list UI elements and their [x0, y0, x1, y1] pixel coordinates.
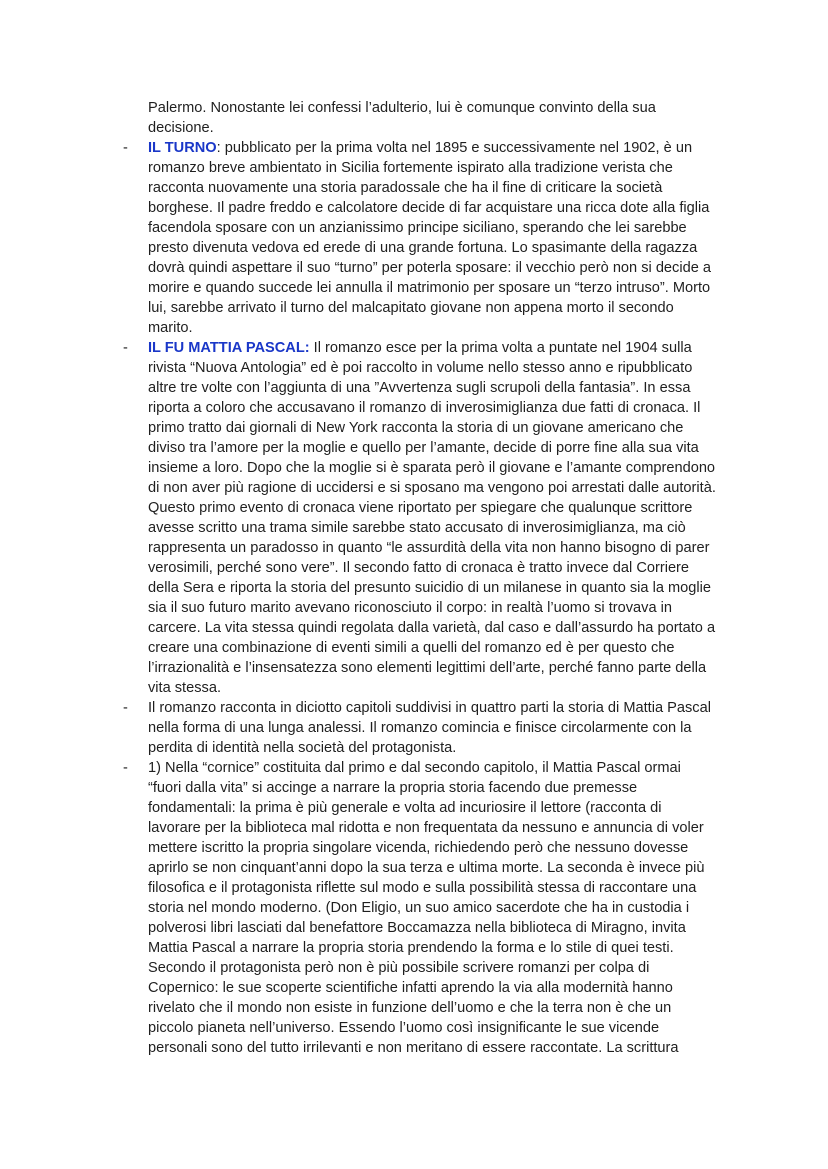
bullet-dash: - — [123, 760, 128, 776]
bullet-dash: - — [123, 340, 128, 356]
section-title-il-turno: IL TURNO — [148, 140, 217, 156]
list-item — [118, 758, 718, 1058]
bullet-dash: - — [123, 140, 128, 156]
list-item-text: Il romanzo esce per la prima volta a puntate nel 1904 sulla rivista “Nuova Antologia” ed è poi raccolto in volume nello stesso anno e ripubblicato altre tre volte con l’aggiunta di una ”Avvertenza sugli scrupoli della fantasia”. In essa riporta a coloro che accusavano il romanzo di inverosimiglianza due fatti di cronaca. Il primo tratto dai giornali di New York racconta la storia di un giovane americano che diviso tra l’amore per la moglie e quello per l’amante, decide di porre fine alla sua vita insieme a loro. Dopo che la moglie si è sparata però il giovane e l’amante comprendono di non aver più ragione di uccidersi e si sposano ma vengono poi arrestati dalle autorità. Questo primo evento di cronaca viene riportato per spiegare che qualunque scrittore avesse scritto una trama simile sarebbe stato accusato di inverosimiglianza, ma ciò rappresenta un paradosso in quanto “le assurdità della vita non hanno bisogno di parer verosimili, perché sono vere”. Il secondo fatto di cronaca è tratto invece dal Corriere della Sera e riporta la storia del presunto suicidio di un milanese in quanto sia la moglie sia il suo futuro marito avevano riconosciuto il corpo: in realtà l’uomo si trovava in carcere. La vita stessa quindi regolata dalla varietà, dal caso e dall’assurdo ha portato a creare una combinazione di eventi simili a quelli del romanzo ed è per questo che l’irrazionalità e l’insensatezza sono elementi legittimi dell’arte, perché fanno parte della vita stessa. — [148, 340, 716, 696]
section-title-il-fu-mattia-pascal: IL FU MATTIA PASCAL: — [148, 340, 310, 356]
list-item-text: : pubblicato per la prima volta nel 1895 e successivamente nel 1902, è un romanzo breve ambientato in Sicilia fortemente ispirato alla tradizione verista che racconta nuovamente una storia paradossale che ha il fine di criticare la società borghese. Il padre freddo e calcolatore decide di far acquistare una ricca dote alla figlia facendola sposare con un anzianissimo principe siciliano, sperando che lei sarebbe presto divenuta vedova ed erede di una grande fortuna. Lo spasimante della ragazza dovrà quindi aspettare il suo “turno” per poterla sposare: il vecchio però non si decide a morire e quando succede lei annulla il matrimonio per sposare un “terzo intruso”. Morto lui, sarebbe arrivato il turno del malcapitato giovane non appena morto il secondo marito. — [148, 140, 711, 336]
list-item-text: Il romanzo racconta in diciotto capitoli suddivisi in quattro parti la storia di Mattia Pascal nella forma di una lunga analessi. Il romanzo comincia e finisce circolarmente con la perdita di identità nella società del protagonista. — [148, 700, 711, 756]
intro-paragraph: Palermo. Nonostante lei confessi l’adulterio, lui è comunque convinto della sua decisione. — [148, 100, 656, 136]
bullet-dash: - — [123, 700, 128, 716]
list-item-text: 1) Nella “cornice” costituita dal primo e dal secondo capitolo, il Mattia Pascal ormai “fuori dalla vita” si accinge a narrare la propria storia facendo due premesse fondamentali: la prima è più generale e volta ad incuriosire il lettore (racconta di lavorare per la biblioteca mal ridotta e non frequentata da nessuno e annuncia di voler mettere iscritto la propria singolare vicenda, richiedendo però che nessuno dovesse aprirlo se non cinquant’anni dopo la sua terza e ultima morte. La seconda è invece più filosofica e il protagonista riflette sul modo e sulla possibilità stessa di raccontare una storia nel mondo moderno. (Don Eligio, un suo amico sacerdote che ha in custodia i polverosi libri lasciati dal benefattore Boccamazza nella biblioteca di Miragno, invita Mattia Pascal a narrare la propria storia prendendo la forma e lo stile di quei testi. Secondo il protagonista però non è più possibile scrivere romanzi per colpa di Copernico: le sue scoperte scientifiche infatti aprendo la via alla modernità hanno rivelato che il mondo non esiste in funzione dell’uomo e che la terra non è che un piccolo pianeta nell’universo. Essendo l’uomo così insignificante le sue vicende personali sono del tutto irrilevanti e non meritano di essere raccontate. La scrittura — [148, 760, 705, 1056]
bullet-list — [118, 138, 718, 1058]
list-item — [118, 698, 718, 758]
list-item — [118, 338, 718, 698]
list-item — [118, 138, 718, 338]
